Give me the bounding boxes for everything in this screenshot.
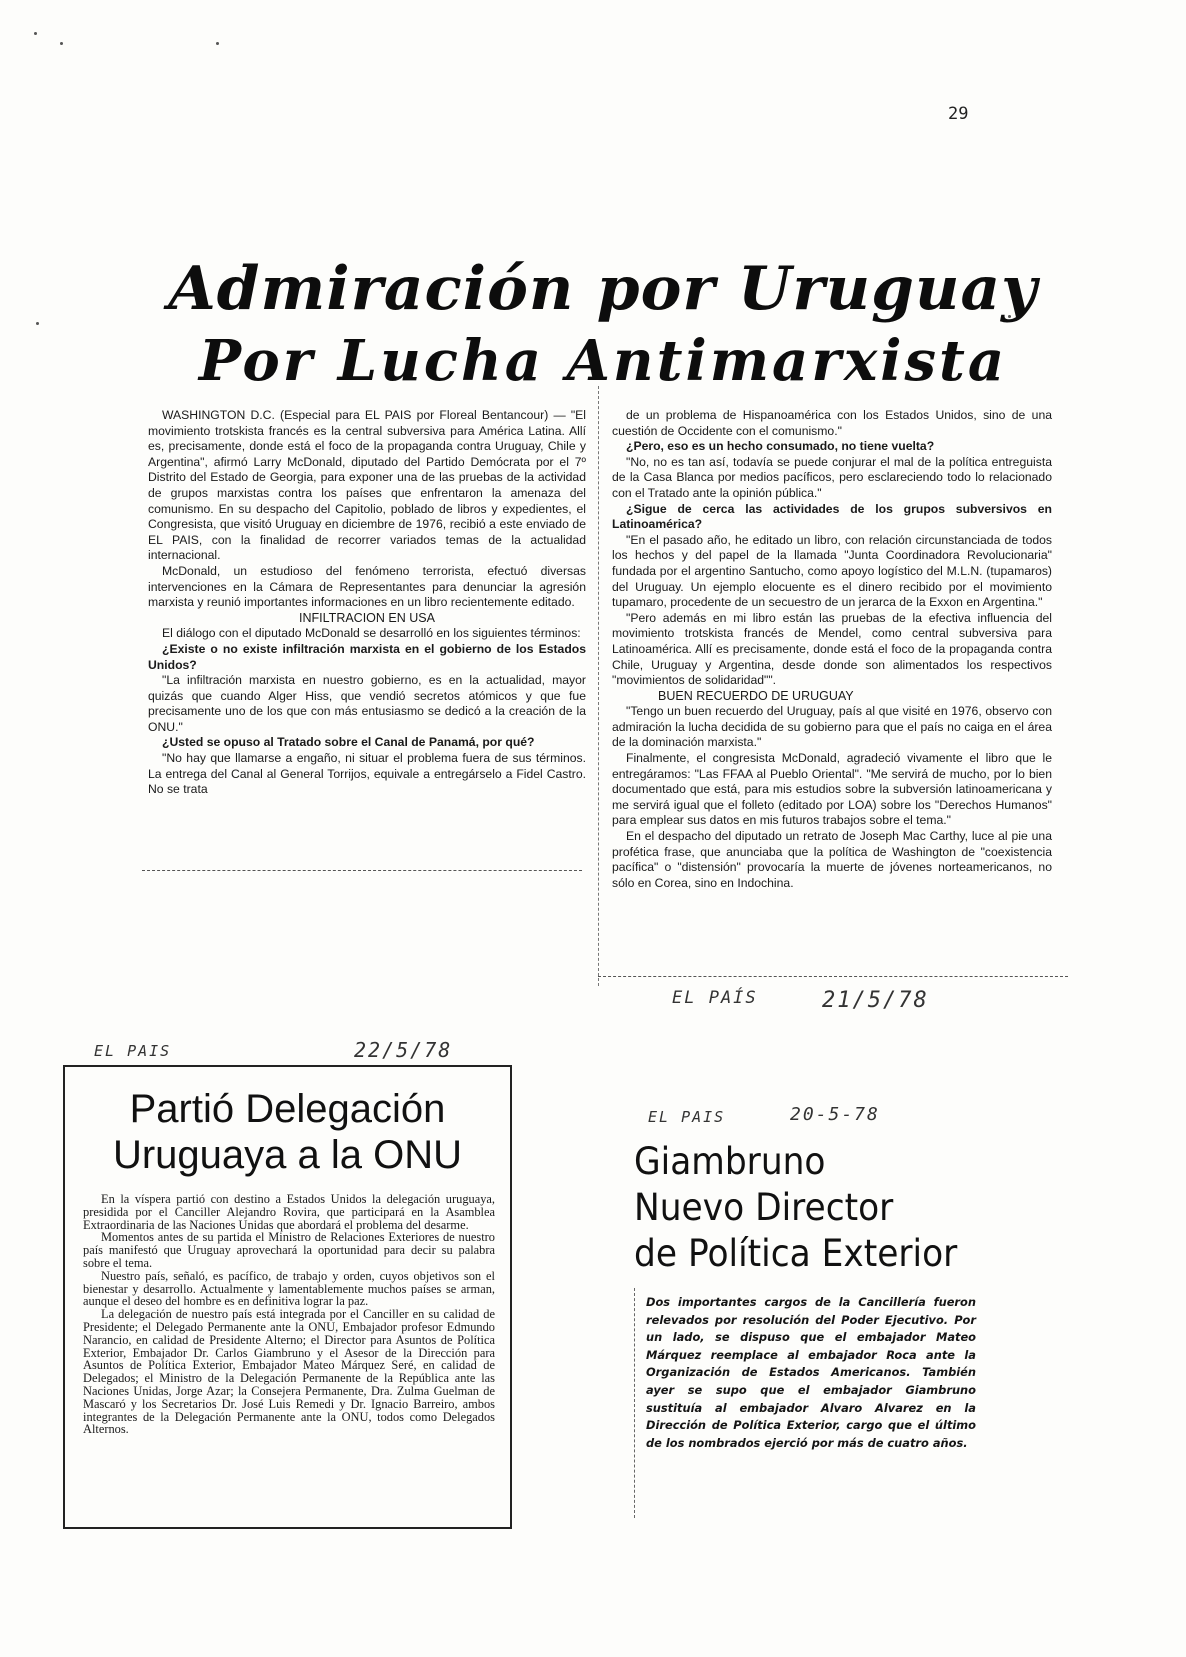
scan-speck	[34, 32, 37, 35]
section-subheading: INFILTRACION EN USA	[299, 610, 435, 625]
cut-edge	[142, 870, 582, 871]
page-number: 29	[948, 104, 969, 124]
cut-edge	[634, 1288, 635, 1518]
headline-line-1: Partió Delegación	[129, 1087, 446, 1131]
article-paragraph: En el despacho del diputado un retrato de Joseph Mac Carthy, luce al pie una profética frase, que anunciaba que la política de Washington de "coexistencia pacífica" o "distensión" provocaría la muerte de jóvenes norteamericanos, no sólo en Corea, sino en Indochina.	[612, 829, 1052, 890]
article-paragraph: "En el pasado año, he editado un libro, con relación circunstanciada de todos los hechos y del papel de la llamada "Junta Coordinadora Revolucionaria" fundada por el argentino Santucho, como apoyo logístico del M.L.N. (tupamaros) del Uruguay. Un ejemplo elocuente es el dinero recibido por el movimiento tupamaro, procedente de un secuestro de un jerarca de la Exxon en Argentina."	[612, 532, 1052, 610]
article-body	[646, 1294, 976, 1452]
article-body	[83, 1193, 495, 1436]
article-paragraph: Momentos antes de su partida el Ministro de Relaciones Exteriores de nuestro país manifestó que Uruguay aprovechará la oportunidad para decir su palabra sobre el tema.	[83, 1230, 495, 1270]
interview-question: ¿Existe o no existe infiltración marxista en el gobierno de los Estados Unidos?	[148, 641, 586, 672]
article-paragraph: Finalmente, el congresista McDonald, agradeció vivamente el libro que le entregáramos: "Las FFAA al Pueblo Oriental". "Me servirá de mucho, por lo bien documentado que está, para mis estudios sobre la subversión latinoamericana y me servirá igual que el folleto (editado por LOA) sobre los "Derechos Humanos" para emplear sus datos en mis futuros trabajos sobre el tema."	[612, 751, 1052, 828]
handwritten-date: 21/5/78	[822, 988, 929, 1013]
interview-question: ¿Pero, eso es un hecho consumado, no tiene vuelta?	[626, 439, 935, 454]
interview-question: ¿Sigue de cerca las actividades de los grupos subversivos en Latinoamérica?	[612, 501, 1052, 532]
article-paragraph: Dos importantes cargos de la Cancillería fueron relevados por resolución del Poder Ejecutivo. Por un lado, se dispuso que el embajador Mateo Márquez reemplace al embajador Roca ante la Organización de Estados Americanos. También ayer se supo que el embajador Giambruno sustituía al embajador Alvaro Alvarez en la Dirección de Política Exterior, cargo que el último de los nombrados ejerció por más de cuatro años.	[646, 1295, 976, 1450]
article-paragraph: "No hay que llamarse a engaño, ni situar el problema fuera de sus términos. La entrega del Canal al General Torrijos, equivale a entregárselo a Fidel Castro. No se trata	[148, 751, 586, 797]
article-paragraph: McDonald, un estudioso del fenómeno terrorista, efectuó diversas intervenciones en la Cámara de Representantes para denunciar la agresión marxista y reunió importantes informaciones en un libro recientemente editado.	[148, 563, 586, 610]
article-paragraph: "No, no es tan así, todavía se puede conjurar el mal de la política entreguista de la Casa Blanca por medios pacíficos, pero esclareciendo todo lo relacionado con el Tratado ante la opinión pública."	[612, 454, 1052, 500]
handwritten-source: EL PAIS	[648, 1108, 726, 1126]
article-paragraph: El diálogo con el diputado McDonald se desarrolló en los siguientes términos:	[162, 626, 581, 641]
interview-question: ¿Usted se opuso al Tratado sobre el Canal de Panamá, por qué?	[162, 735, 535, 750]
article-paragraph: "Tengo un buen recuerdo del Uruguay, país al que visité en 1976, observo con admiración la lucha decidida de su gobierno para que el país no caiga en el área de la dominación marxista."	[612, 704, 1052, 750]
headline-line-2: Uruguaya a la ONU	[112, 1133, 463, 1177]
handwritten-source: EL PAIS	[94, 1042, 172, 1060]
article-paragraph: Nuestro país, señaló, es pacífico, de trabajo y orden, cuyos objetivos son el bienestar y desarrollo. Actualmente y lamentablemente muchos países se arman, aunque el deseo del hombre es en definitiva lograr la paz.	[83, 1268, 495, 1309]
article-paragraph: La delegación de nuestro país está integrada por el Canciller en su calidad de Presidente; el Delegado Permanente ante la ONU, Embajador profesor Edmundo Narancio, en calidad de Presidente Alterno; el Director para Asuntos de Política Exterior, Embajador Dr. Carlos Giambruno y el Asesor de la Dirección para Asuntos de Política Exterior, Embajador Mateo Márquez Seré, en calidad de Delegados; el Ministro de la Delegación Permanente de la República ante las Naciones Unidas, Jorge Azar; la Consejera Permanente, Dra. Zulma Guelman de Mascaró y los Secretarios Dr. José Luis Remedi y Dr. Ignacio Barreiro, ambos integrantes de la Delegación Permanente ante la ONU, todos como Delegados Alternos.	[83, 1307, 495, 1437]
handwritten-date: 22/5/78	[354, 1038, 453, 1062]
article-paragraph: WASHINGTON D.C. (Especial para EL PAIS por Floreal Bentancour) — "El movimiento trotskista francés es la central subversiva para América Latina. Allí es, precisamente, donde está el foco de la propaganda contra Uruguay, Chile y Argentina", afirmó Larry McDonald, diputado del Partido Demócrata por el 7º Distrito del Estado de Georgia, para exponer una de las pruebas de la actividad de grupos marxistas contra los países que enfrentaron la amenaza del comunismo. En su despacho del Capitolio, poblado de libros y expedientes, el Congresista, que visitó Uruguay en diciembre de 1976, recibió a este enviado de EL PAIS, con la finalidad de recorrer variados temas de la actualidad internacional.	[148, 408, 586, 563]
article-column-left	[148, 408, 586, 798]
handwritten-date: 20-5-78	[790, 1104, 880, 1125]
headline-line-3: de Política Exterior	[634, 1232, 958, 1275]
scan-speck	[216, 42, 219, 45]
cut-edge	[598, 976, 1068, 977]
clipping-admiracion-por-uruguay	[128, 236, 1078, 1036]
column-divider	[598, 386, 599, 986]
article-paragraph: "Pero además en mi libro están las pruebas de la efectiva influencia del movimiento trotskista francés de Mendel, como central subversiva para Latinoamérica. Allí es precisamente, donde está el foco de la propaganda contra Chile, Uruguay y Argentina, desde donde son alimentados los respectivos "movimientos de solidaridad"".	[612, 610, 1052, 688]
scan-speck	[36, 322, 39, 325]
headline-line-1: Admiración por Uruguay	[168, 254, 1038, 324]
article-paragraph: En la víspera partió con destino a Estados Unidos la delegación uruguaya, presidida por el Canciller Alejandro Rovira, que participará en la Asamblea Extraordinaria de las Naciones Unidas que abordará el problema del desarme.	[83, 1192, 495, 1232]
article-paragraph: de un problema de Hispanoamérica con los Estados Unidos, sino de una cuestión de Occidente con el comunismo."	[612, 408, 1052, 438]
headline-line-2: Por Lucha Antimarxista	[198, 328, 1008, 394]
clipping-partio-delegacion	[63, 1065, 512, 1529]
headline-line-2: Nuevo Director	[634, 1186, 894, 1229]
scan-speck	[60, 42, 63, 45]
section-subheading: BUEN RECUERDO DE URUGUAY	[658, 688, 854, 703]
handwritten-source: EL PAÍS	[672, 988, 758, 1008]
headline-line-1: Giambruno	[634, 1140, 826, 1183]
article-column-right	[612, 408, 1052, 891]
clipping-giambruno-nuevo-director	[630, 1104, 1070, 1518]
article-paragraph: "La infiltración marxista en nuestro gobierno, es en la actualidad, mayor quizás que cuando Alger Hiss, que vendió secretos atómicos y que fue precisamente uno de los que con más entusiasmo se dedicó a la creación de la ONU."	[148, 673, 586, 734]
